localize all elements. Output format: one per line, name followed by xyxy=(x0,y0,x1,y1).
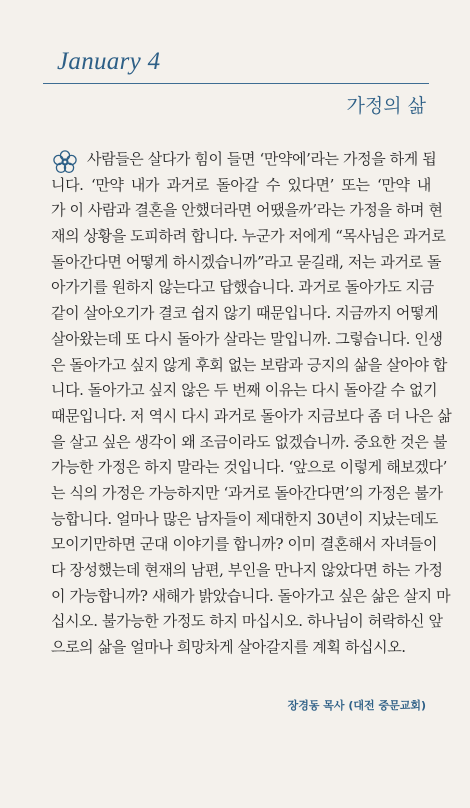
text-line: 십시오. 불가능한 가정도 하지 마십시오. 하나님이 허락하신 앞 xyxy=(51,612,443,631)
text-line: 가능한 가정은 하지 말라는 것입니다. ‘앞으로 이렇게 해보겠다’ xyxy=(51,458,447,477)
date-heading: January 4 xyxy=(57,48,161,75)
text-line: 같이 살아오기가 결코 쉽지 않기 때문입니다. 지금까지 어떻게 xyxy=(51,304,439,323)
text-line: 이 가능합니까? 새해가 밝았습니다. 돌아가고 싶은 삶은 살지 마 xyxy=(51,586,451,605)
text-line: 모이기만하면 군대 이야기를 합니까? 이미 결혼해서 자녀들이 xyxy=(51,535,438,554)
devotional-body xyxy=(51,147,452,661)
text-line: 살아왔는데 또 다시 돌아가 살라는 말입니까. 그렇습니다. 인생 xyxy=(51,329,443,348)
text-line: 니다. ‘만약 내가 과거로 돌아갈 수 있다면’ 또는 ‘만약 내 xyxy=(51,175,431,194)
text-line: 사람들은 살다가 힘이 들면 ‘만약에’라는 가정을 하게 됩 xyxy=(87,150,437,168)
text-line: 을 살고 싶은 생각이 왜 조금이라도 없겠습니까. 중요한 것은 불 xyxy=(51,432,447,451)
text-line: 는 식의 가정은 가능하지만 ‘과거로 돌아간다면’의 가정은 불가 xyxy=(51,483,443,502)
text-line: 재의 상황을 도피하려 합니다. 누군가 저에게 “목사님은 과거로 xyxy=(51,227,446,246)
text-line: 아가기를 원하지 않는다고 답했습니다. 과거로 돌아가도 지금 xyxy=(51,278,434,297)
text-line: 때문입니다. 저 역시 다시 과거로 돌아가 지금보다 좀 더 나은 삶 xyxy=(51,406,452,425)
text-line: 니다. 돌아가고 싶지 않은 두 번째 이유는 다시 돌아갈 수 없기 xyxy=(51,381,438,400)
author-signature: 장경동 목사 (대전 중문교회) xyxy=(287,699,426,712)
text-line: 가 이 사람과 결혼을 안했더라면 어땠을까’라는 가정을 하며 현 xyxy=(51,201,443,220)
page-title: 가정의 삶 xyxy=(346,95,426,117)
text-line: 능합니다. 얼마나 많은 남자들이 제대한지 30년이 지났는데도 xyxy=(51,509,439,528)
text-line: 은 돌아가고 싶지 않게 후회 없는 보람과 긍지의 삶을 살아야 합 xyxy=(51,355,447,374)
text-line: 돌아간다면 어떻게 하시겠습니까”라고 묻길래, 저는 과거로 돌 xyxy=(51,252,442,271)
text-line: 으로의 삶을 얼마나 희망차게 살아갈지를 계획 하십시오. xyxy=(51,638,406,657)
text-line: 다 장성했는데 현재의 남편, 부인을 만나지 않았다면 하는 가정 xyxy=(51,561,443,579)
header-divider xyxy=(43,83,429,84)
